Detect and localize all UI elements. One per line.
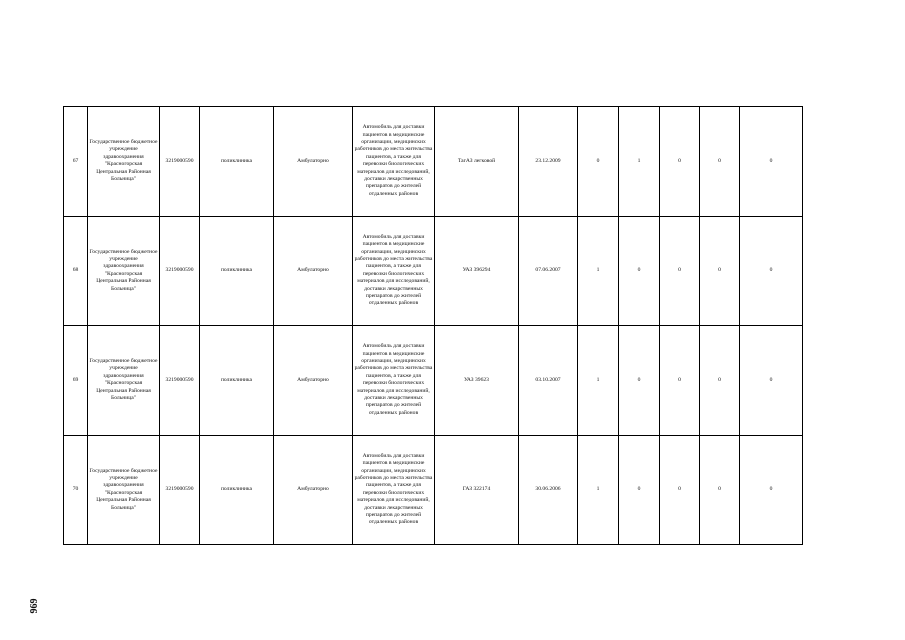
care-type-cell: Амбулаторно [274, 435, 353, 545]
organization-cell: Государственное бюджетное учреждение здравоохранения "Красногорская Центральная Районная Больница" [88, 435, 160, 545]
vehicle-model-cell: УАЗ 396294 [435, 216, 519, 326]
value-cell-1: 1 [578, 435, 619, 545]
value-cell-4: 0 [700, 107, 740, 217]
value-cell-4: 0 [700, 216, 740, 326]
value-cell-5: 0 [740, 326, 803, 436]
purpose-cell: Автомобиль для доставки пациентов в медицинские организации, медицинских работников до места жительства пациентов, а также для перевозки биологических материалов для исследований, доставки лекарственных препаратов до жителей отдаленных районов [353, 326, 435, 436]
purpose-cell: Автомобиль для доставки пациентов в медицинские организации, медицинских работников до места жительства пациентов, а также для перевозки биологических материалов для исследований, доставки лекарственных препаратов до жителей отдаленных районов [353, 216, 435, 326]
date-cell: 03.10.2007 [519, 326, 578, 436]
page-number: 969 [29, 598, 40, 614]
table-row [64, 107, 803, 217]
vehicle-model-cell: ТагАЗ легковой [435, 107, 519, 217]
value-cell-4: 0 [700, 326, 740, 436]
date-cell: 07.06.2007 [519, 216, 578, 326]
care-type-cell: Амбулаторно [274, 326, 353, 436]
value-cell-5: 0 [740, 435, 803, 545]
code-cell: 3219000590 [160, 435, 200, 545]
value-cell-3: 0 [660, 216, 700, 326]
value-cell-1: 0 [578, 107, 619, 217]
value-cell-5: 0 [740, 107, 803, 217]
table-row [64, 326, 803, 436]
care-type-cell: Амбулаторно [274, 107, 353, 217]
unit-cell: поликлиника [200, 216, 274, 326]
row-number-cell: 68 [64, 216, 88, 326]
row-number-cell: 69 [64, 326, 88, 436]
purpose-cell: Автомобиль для доставки пациентов в медицинские организации, медицинских работников до места жительства пациентов, а также для перевозки биологических материалов для исследований, доставки лекарственных препаратов до жителей отдаленных районов [353, 435, 435, 545]
value-cell-3: 0 [660, 326, 700, 436]
care-type-cell: Амбулаторно [274, 216, 353, 326]
code-cell: 3219000590 [160, 326, 200, 436]
vehicle-model-cell: ГАЗ 322174 [435, 435, 519, 545]
organization-cell: Государственное бюджетное учреждение здравоохранения "Красногорская Центральная Районная Больница" [88, 107, 160, 217]
date-cell: 30.06.2006 [519, 435, 578, 545]
value-cell-5: 0 [740, 216, 803, 326]
code-cell: 3219000590 [160, 107, 200, 217]
vehicle-registry-table [63, 106, 803, 545]
row-number-cell: 70 [64, 435, 88, 545]
date-cell: 23.12.2009 [519, 107, 578, 217]
code-cell: 3219000590 [160, 216, 200, 326]
value-cell-2: 1 [619, 107, 660, 217]
organization-cell: Государственное бюджетное учреждение здравоохранения "Красногорская Центральная Районная Больница" [88, 216, 160, 326]
unit-cell: поликлиника [200, 326, 274, 436]
table-row [64, 216, 803, 326]
unit-cell: поликлиника [200, 435, 274, 545]
value-cell-1: 1 [578, 216, 619, 326]
vehicle-model-cell: УАЗ 39623 [435, 326, 519, 436]
row-number-cell: 67 [64, 107, 88, 217]
value-cell-3: 0 [660, 435, 700, 545]
value-cell-3: 0 [660, 107, 700, 217]
unit-cell: поликлиника [200, 107, 274, 217]
organization-cell: Государственное бюджетное учреждение здравоохранения "Красногорская Центральная Районная Больница" [88, 326, 160, 436]
value-cell-4: 0 [700, 435, 740, 545]
value-cell-2: 0 [619, 435, 660, 545]
value-cell-2: 0 [619, 326, 660, 436]
purpose-cell: Автомобиль для доставки пациентов в медицинские организации, медицинских работников до места жительства пациентов, а также для перевозки биологических материалов для исследований, доставки лекарственных препаратов до жителей отдаленных районов [353, 107, 435, 217]
value-cell-2: 0 [619, 216, 660, 326]
value-cell-1: 1 [578, 326, 619, 436]
table-row [64, 435, 803, 545]
